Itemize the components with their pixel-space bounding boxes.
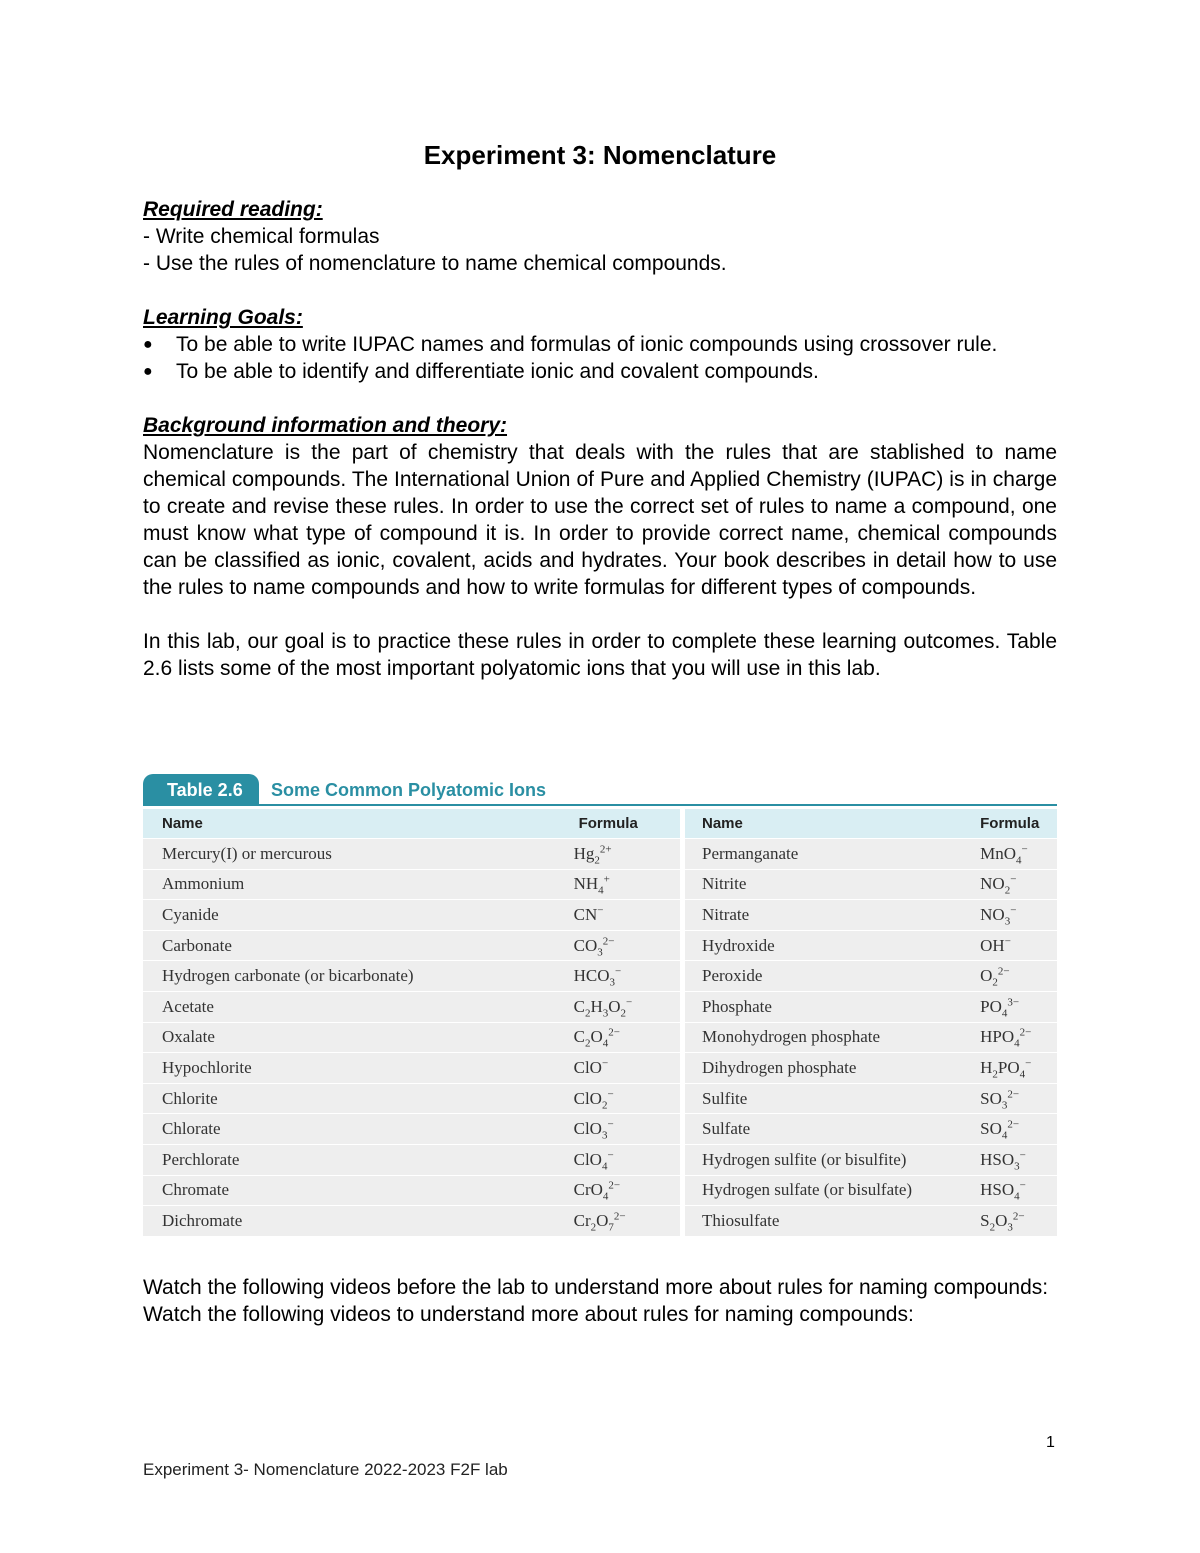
ion-name: Mercury(I) or mercurous — [143, 839, 560, 869]
ion-name: Hydrogen carbonate (or bicarbonate) — [143, 961, 560, 991]
background-heading: Background information and theory: — [143, 414, 508, 437]
bullet-icon: ● — [143, 363, 153, 380]
table-row — [685, 931, 1057, 961]
page-footer: Experiment 3- Nomenclature 2022-2023 F2F lab — [143, 1460, 508, 1479]
ion-formula: $PO_4^{3-}$ — [970, 992, 1057, 1022]
table-label: Table 2.6 — [143, 774, 259, 806]
table-row — [685, 839, 1057, 869]
table-row — [143, 870, 680, 900]
ion-formula: CN− — [560, 900, 680, 930]
ion-name: Sulfite — [685, 1084, 970, 1114]
ion-name: Sulfate — [685, 1114, 970, 1144]
table-caption: Some Common Polyatomic Ions — [271, 780, 547, 800]
table-row — [143, 1114, 680, 1144]
table-row — [685, 1114, 1057, 1144]
ion-formula: $C_2O_4^{2-}$ — [560, 1023, 680, 1053]
table-row — [685, 900, 1057, 930]
ion-formula: $O_2^{2-}$ — [970, 961, 1057, 991]
ion-name: Nitrite — [685, 870, 970, 900]
ion-name: Perchlorate — [143, 1145, 560, 1175]
column-header-name: Name — [143, 809, 560, 838]
ion-formula: $S_2O_3^{2-}$ — [970, 1206, 1057, 1236]
table-row — [685, 1084, 1057, 1114]
ion-name: Chlorate — [143, 1114, 560, 1144]
list-item — [143, 331, 1057, 358]
page-title: Experiment 3: Nomenclature — [423, 140, 777, 170]
ion-name: Dihydrogen phosphate — [685, 1053, 970, 1083]
required-reading-heading: Required reading: — [143, 198, 323, 221]
ion-name: Hypochlorite — [143, 1053, 560, 1083]
column-header-formula: Formula — [560, 809, 680, 838]
required-reading-item: - Use the rules of nomenclature to name chemical compounds. — [143, 252, 727, 275]
page-number: 1 — [1046, 1434, 1055, 1451]
ion-name: Permanganate — [685, 839, 970, 869]
column-header-name: Name — [685, 809, 970, 838]
table-row — [143, 931, 680, 961]
ion-formula: $H_2PO_4^-$ — [970, 1053, 1057, 1083]
ion-formula: $Cr_2O_7^{2-}$ — [560, 1206, 680, 1236]
table-row — [685, 992, 1057, 1022]
ion-name: Hydroxide — [685, 931, 970, 961]
ion-name: Hydrogen sulfite (or bisulfite) — [685, 1145, 970, 1175]
videos-text: Watch the following videos before the lab to understand more about rules for naming compounds: — [143, 1276, 1049, 1299]
table-row — [685, 870, 1057, 900]
table-rule — [143, 804, 1057, 806]
ion-formula: ClO$_4$− — [560, 1145, 680, 1175]
table-row — [685, 1023, 1057, 1053]
table-row — [143, 961, 680, 991]
table-row — [143, 1206, 680, 1236]
ion-name: Cyanide — [143, 900, 560, 930]
ion-name: Carbonate — [143, 931, 560, 961]
ion-name: Ammonium — [143, 870, 560, 900]
ion-name: Acetate — [143, 992, 560, 1022]
ion-formula: $HCO_3^-$ — [560, 961, 680, 991]
list-item — [143, 358, 1057, 385]
ion-name: Peroxide — [685, 961, 970, 991]
table-header-bar — [143, 774, 1057, 806]
table-row — [685, 961, 1057, 991]
ion-name: Nitrate — [685, 900, 970, 930]
ion-name: Chromate — [143, 1176, 560, 1206]
column-header-formula: Formula — [970, 809, 1057, 838]
ions-table-right — [685, 808, 1057, 1237]
table-row — [143, 992, 680, 1022]
background-paragraph: In this lab, our goal is to practice these rules in order to complete these learning outcomes. Table 2.6 lists some of the most important polyatomic ions that you will use in this lab. — [143, 630, 1057, 680]
table-row — [143, 839, 680, 869]
ion-formula: CrO$_4^{2-}$ — [560, 1176, 680, 1206]
videos-section — [143, 1274, 1057, 1328]
background-paragraph: Nomenclature is the part of chemistry that deals with the rules that are stablished to name chemical compounds. The International Union of Pure and Applied Chemistry (IUPAC) is in charge to create and revise these rules. In order to use the correct set of rules to name a compound, one must know what type of compound it is. In order to provide correct name, chemical compounds can be classified as ionic, covalent, acids and hydrates. Your book describes in detail how to use the rules to name compounds and how to write formulas for different types of compounds. — [143, 441, 1057, 599]
required-reading-item: - Write chemical formulas — [143, 225, 380, 248]
ion-formula: ClO− — [560, 1053, 680, 1083]
ion-formula: $C_2H_3O_2^-$ — [560, 992, 680, 1022]
table-row — [685, 1053, 1057, 1083]
ion-formula: $SO_3^{2-}$ — [970, 1084, 1057, 1114]
ion-formula: $HSO_4^-$ — [970, 1176, 1057, 1206]
ion-name: Phosphate — [685, 992, 970, 1022]
ion-name: Chlorite — [143, 1084, 560, 1114]
ions-table-left — [143, 808, 680, 1237]
ion-name: Thiosulfate — [685, 1206, 970, 1236]
table-row — [143, 1023, 680, 1053]
table-row — [143, 1176, 680, 1206]
ion-formula: $NO_3^-$ — [970, 900, 1057, 930]
learning-goals-heading: Learning Goals: — [143, 306, 303, 329]
ion-formula: OH− — [970, 931, 1057, 961]
goal-text: To be able to identify and differentiate ionic and covalent compounds. — [176, 360, 819, 383]
ion-name: Dichromate — [143, 1206, 560, 1236]
table-row — [143, 1084, 680, 1114]
ion-name: Oxalate — [143, 1023, 560, 1053]
videos-text: Watch the following videos to understand more about rules for naming compounds: — [143, 1303, 914, 1326]
ion-name: Monohydrogen phosphate — [685, 1023, 970, 1053]
ion-formula: $NH_4^+$ — [560, 870, 680, 900]
table-row — [685, 1145, 1057, 1175]
ion-formula: MnO$_4$− — [970, 839, 1057, 869]
table-row — [143, 1053, 680, 1083]
document-body — [143, 196, 1057, 682]
bullet-icon: ● — [143, 336, 153, 353]
ion-formula: $SO_4^{2-}$ — [970, 1114, 1057, 1144]
polyatomic-ions-table — [143, 774, 1057, 1237]
table-row — [143, 900, 680, 930]
ion-formula: ClO$_2$− — [560, 1084, 680, 1114]
table-row — [685, 1206, 1057, 1236]
ion-formula: ClO$_3$− — [560, 1114, 680, 1144]
ion-formula: $CO_3^{2-}$ — [560, 931, 680, 961]
ion-name: Hydrogen sulfate (or bisulfate) — [685, 1176, 970, 1206]
table-row — [143, 1145, 680, 1175]
learning-goals-list — [143, 331, 1057, 385]
ion-formula: $NO_2^-$ — [970, 870, 1057, 900]
ion-formula: $Hg_2^{2+}$ — [560, 839, 680, 869]
ion-formula: $HSO_3^-$ — [970, 1145, 1057, 1175]
ion-formula: $HPO_4^{2-}$ — [970, 1023, 1057, 1053]
goal-text: To be able to write IUPAC names and formulas of ionic compounds using crossover rule. — [176, 333, 998, 356]
table-row — [685, 1176, 1057, 1206]
